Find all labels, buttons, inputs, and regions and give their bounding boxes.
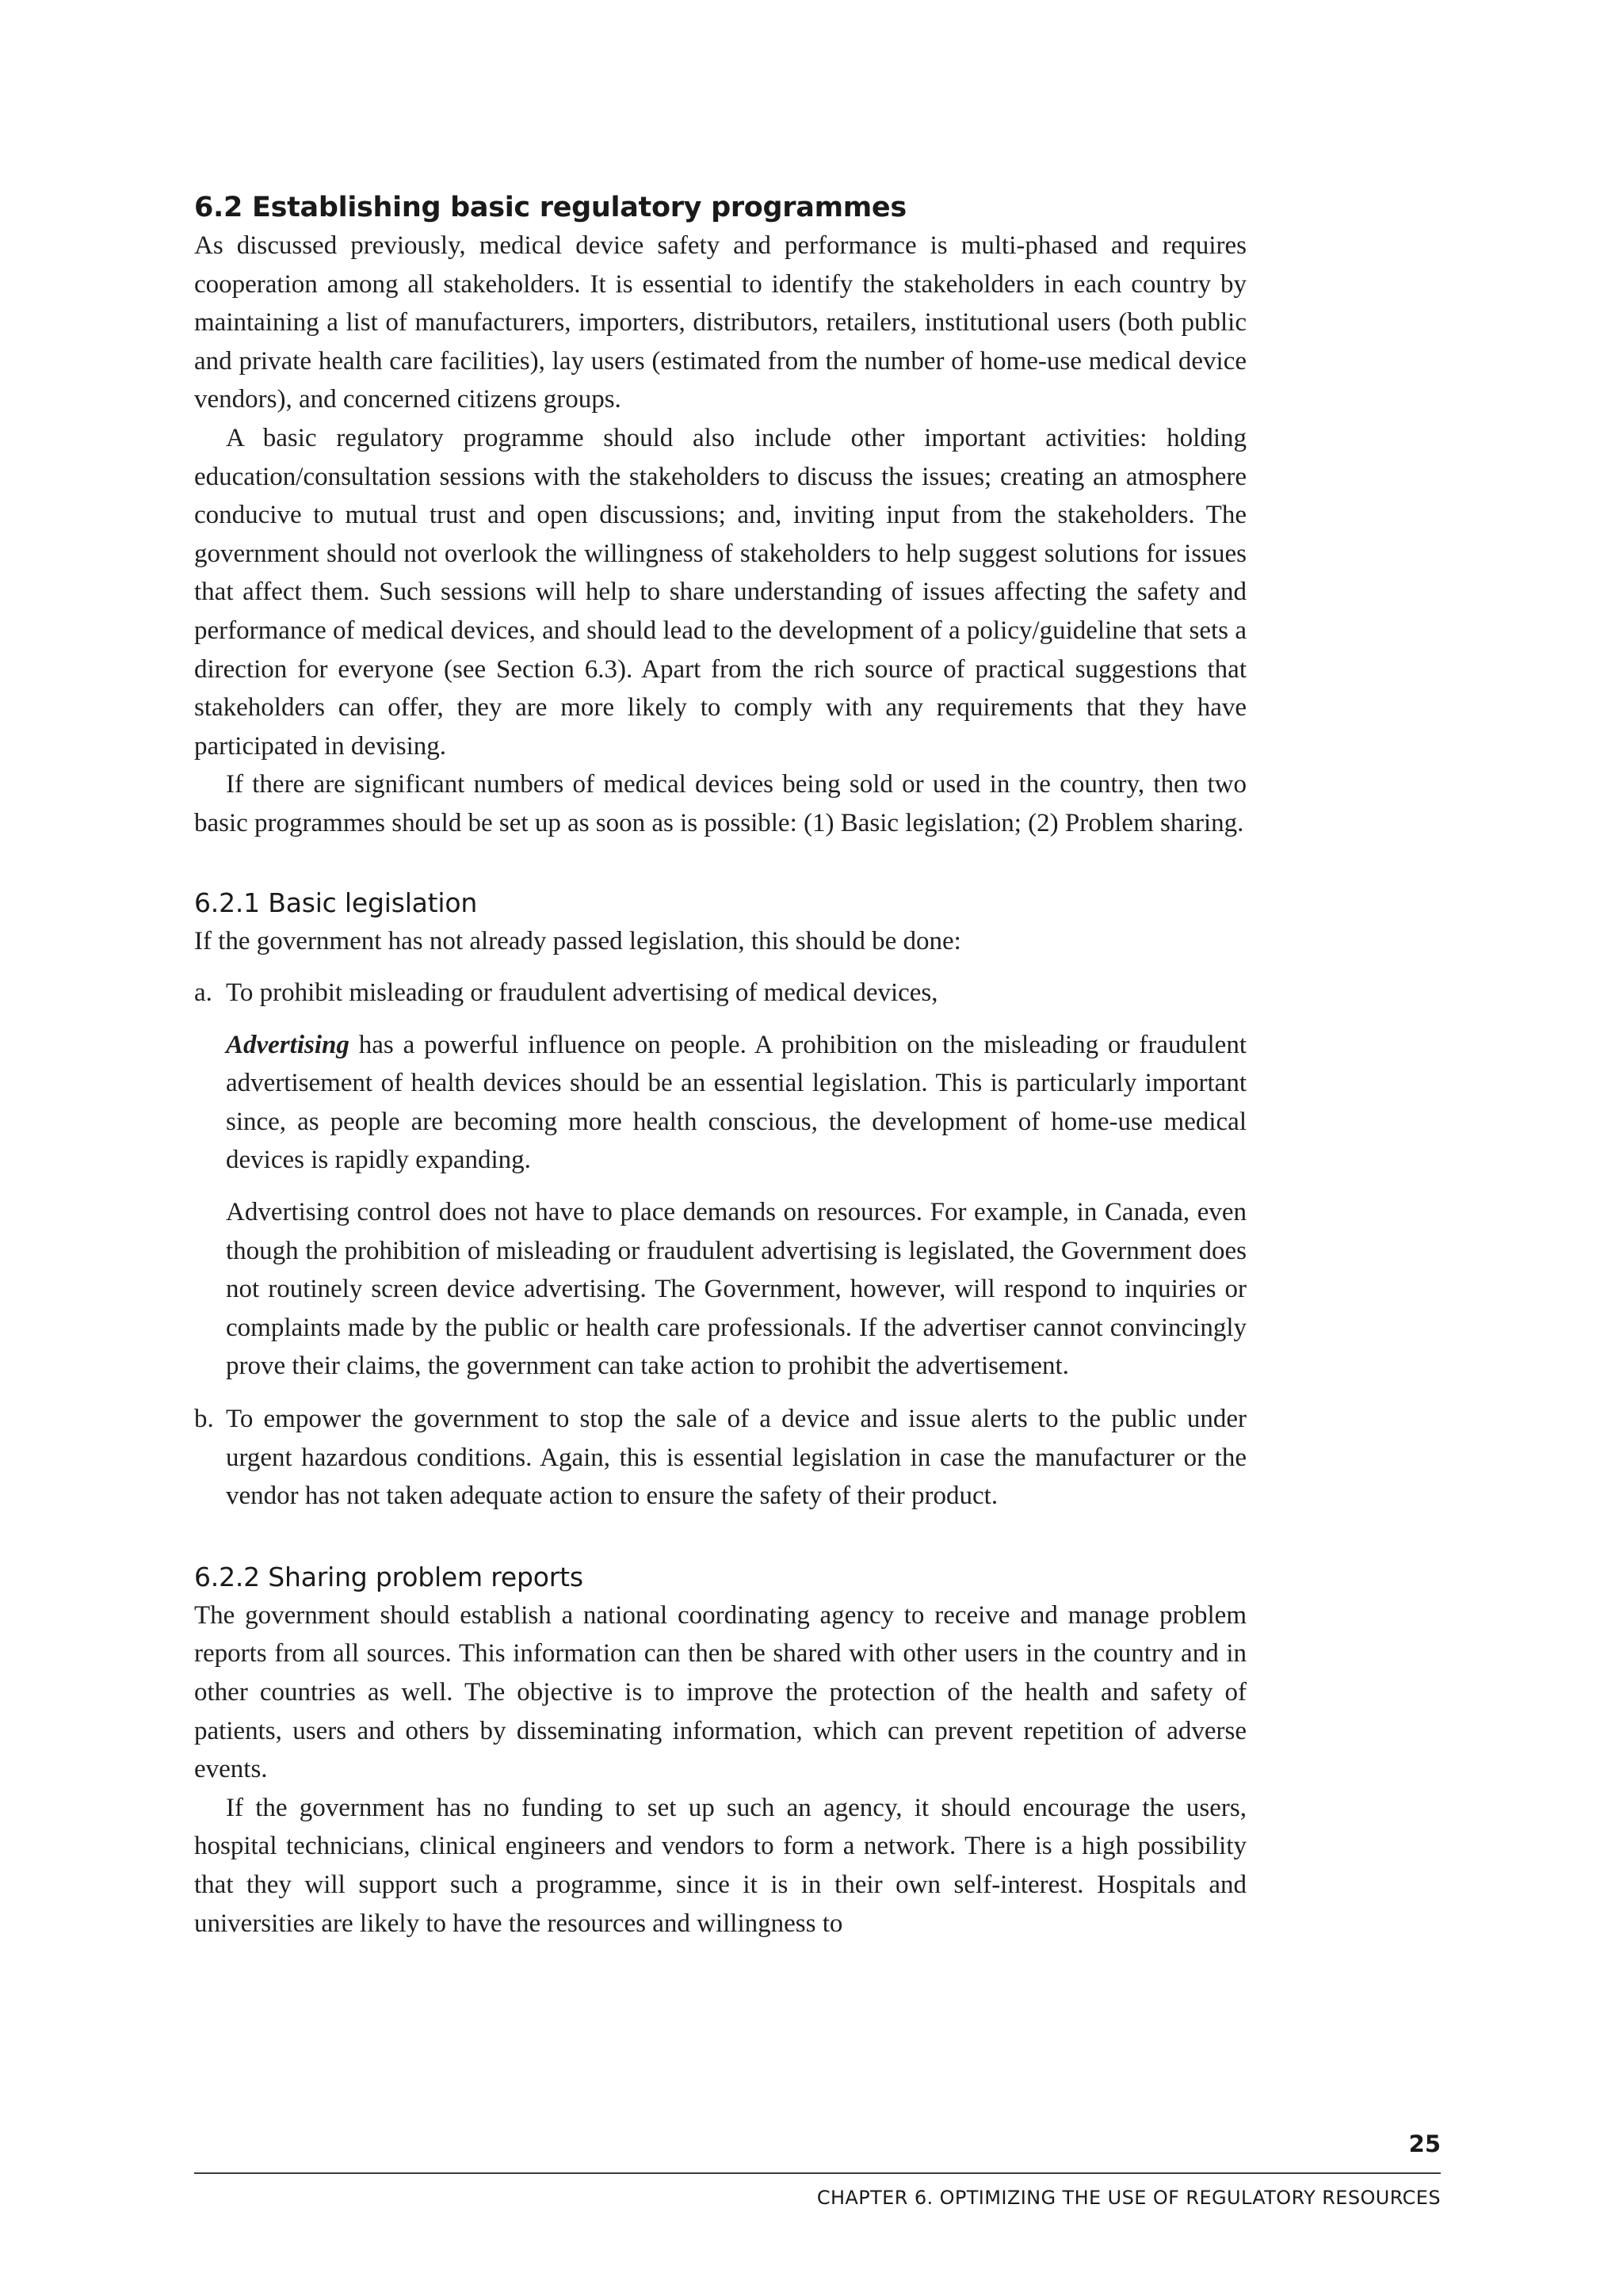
subsection-heading-sharing: 6.2.2 Sharing problem reports [194,1561,583,1592]
list-marker: a. [194,978,212,1008]
subsection-heading-legislation: 6.2.1 Basic legislation [194,887,478,918]
list-item-text: To empower the government to stop the sale of a device and issue alerts to the public under urgent hazardous conditions. Again, this is essential legislation in case the manufacturer or the vendor has not taken adequate action to ensure the safety of their product. [226,1405,1247,1511]
section-heading: 6.2 Establishing basic regulatory programmes [194,192,907,223]
advertising-control-paragraph: Advertising control does not have to place demands on resources. For example, in Canada, even though the prohibition of misleading or fraudulent advertising is legislated, the Government does not routinely screen device advertising. The Government, however, will respond to inquiries or complaints made by the public or health care professionals. If the advertiser cannot convincingly prove their claims, the government can take action to prohibit the advertisement. [226,1198,1247,1381]
list-item-text: To prohibit misleading or fraudulent advertising of medical devices, [226,978,938,1008]
advertising-paragraph [194,1026,1247,1180]
page-body [194,189,1247,1943]
paragraph: If the government has no funding to set up such an agency, it should encourage the users, hospital technicians, clinical engineers and vendors to form a network. There is a high possibility that they will support such a programme, since it is in their own self-interest. Hospitals and universities are likely to have the resources and willingness to [194,1793,1247,1938]
list-marker: b. [194,1405,214,1434]
legislation-intro: If the government has not already passed legislation, this should be done: [194,926,961,955]
list-item-a [194,974,1247,1013]
running-footer: CHAPTER 6. OPTIMIZING THE USE OF REGULATORY RESOURCES [816,2187,1441,2209]
advertising-text: has a powerful influence on people. A prohibition on the misleading or fraudulent advertisement of health devices should be an essential legislation. This is particularly important since, as people are becoming more health conscious, the development of home-use medical devices is rapidly expanding. [226,1030,1247,1175]
paragraph: The government should establish a national coordinating agency to receive and manage problem reports from all sources. This information can then be shared with other users in the country and in other countries as well. The objective is to improve the protection of the health and safety of patients, users and others by disseminating information, which can prevent repetition of adverse events. [194,1600,1247,1784]
paragraph: As discussed previously, medical device safety and performance is multi-phased and requires cooperation among all stakeholders. It is essential to identify the stakeholders in each country by maintaining a list of manufacturers, importers, distributors, retailers, institutional users (both public and private health care facilities), lay users (estimated from the number of home-use medical device vendors), and concerned citizens groups. [194,231,1247,414]
paragraph: A basic regulatory programme should also include other important activities: holding education/consultation sessions with the stakeholders to discuss the issues; creating an atmosphere conducive to mutual trust and open discussions; and, inviting input from the stakeholders. The government should not overlook the willingness of stakeholders to help suggest solutions for issues that affect them. Such sessions will help to share understanding of issues affecting the safety and performance of medical devices, and should lead to the development of a policy/guideline that sets a direction for everyone (see Section 6.3). Apart from the rich source of practical suggestions that stakeholders can offer, they are more likely to comply with any requirements that they have participated in devising. [194,423,1247,761]
paragraph: If there are significant numbers of medical devices being sold or used in the country, then two basic programmes should be set up as soon as is possible: (1) Basic legislation; (2) Problem sharing. [194,770,1247,837]
list-item-b [194,1400,1247,1516]
page-number: 25 [1408,2130,1441,2157]
advertising-term: Advertising [226,1030,349,1059]
footer-divider [194,2172,1441,2174]
